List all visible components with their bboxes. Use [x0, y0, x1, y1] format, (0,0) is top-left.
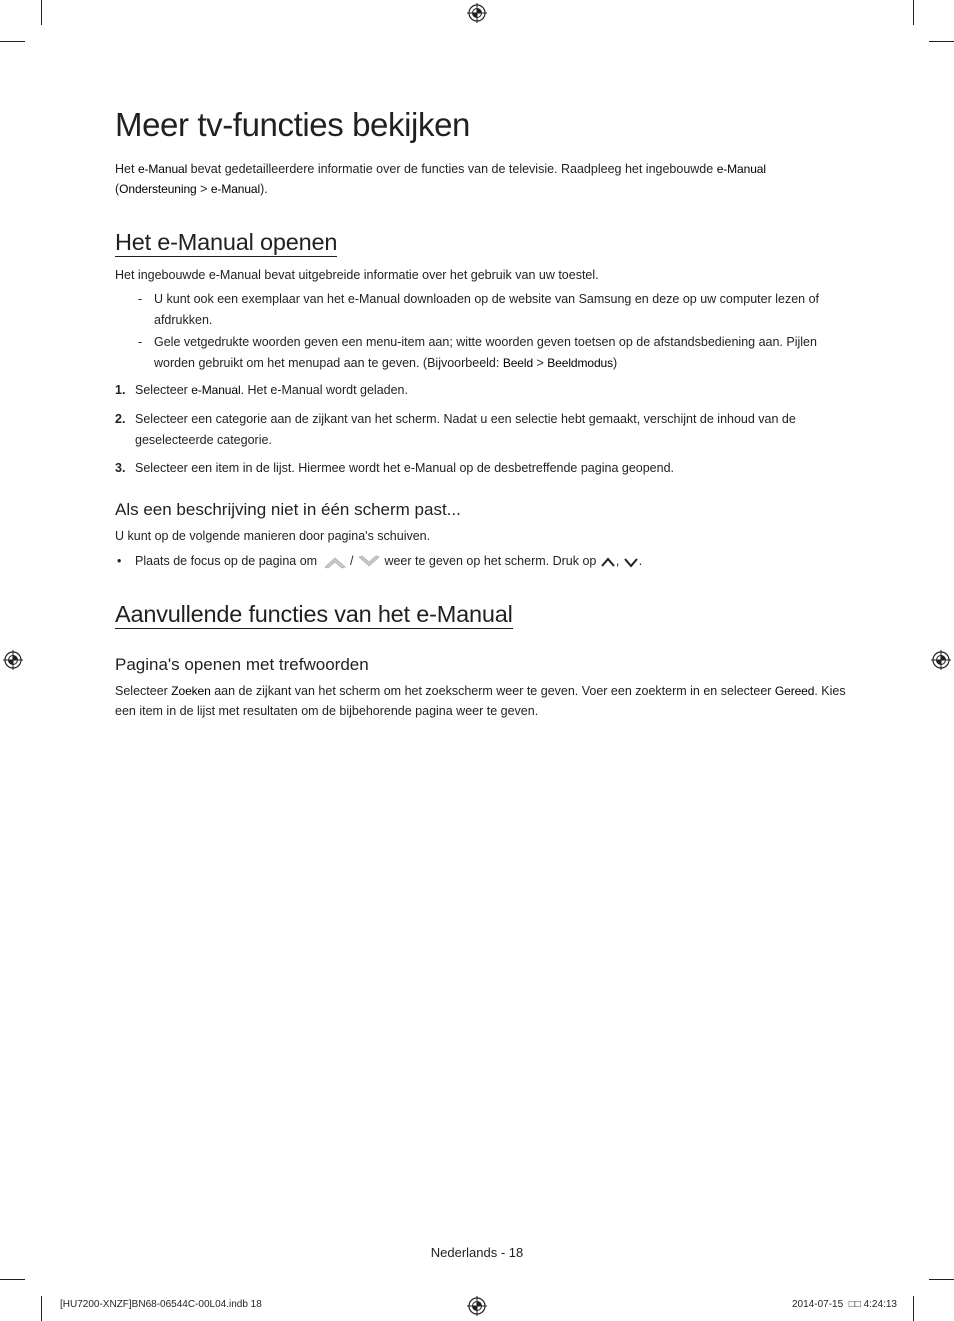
- menu-term: Beeld: [502, 355, 534, 370]
- dash-marker: -: [138, 335, 143, 349]
- crop-mark: [913, 1296, 914, 1321]
- registration-mark-icon: [467, 3, 487, 23]
- crop-mark: [41, 0, 42, 25]
- menu-term: Beeldmodus: [547, 355, 613, 370]
- registration-mark-icon: [3, 650, 23, 670]
- note-item: [115, 289, 830, 330]
- section-heading: Aanvullende functies van het e-Manual: [115, 601, 513, 627]
- chevron-up-icon: [600, 555, 616, 569]
- bullet-item: • Plaats de focus op de pagina om / weer te geven op het scherm. Druk op , .: [115, 551, 830, 571]
- subsection-heading: Pagina's openen met trefwoorden: [115, 655, 369, 674]
- step-item: 2. Selecteer een categorie aan de zijkant van het scherm. Nadat u een selectie hebt gemaakt, verschijnt de inhoud van de geselecteerde categorie.: [115, 409, 830, 450]
- print-date: 2014-07-15 □□ 4:24:13: [792, 1299, 897, 1310]
- menu-term: e-Manual: [191, 383, 241, 397]
- step-item: 3. Selecteer een item in de lijst. Hiermee wordt het e-Manual op de desbetreffende pagina geopend.: [115, 458, 830, 479]
- crop-mark: [0, 41, 25, 42]
- page-number: Nederlands - 18: [430, 1245, 524, 1260]
- menu-term: e-Manual: [716, 162, 766, 176]
- note-item: [115, 332, 830, 373]
- step-item: 1. Selecteer e-Manual. Het e-Manual wordt geladen.: [115, 380, 830, 401]
- step-number: 2.: [115, 412, 126, 426]
- note-text: U kunt ook een exemplaar van het e-Manual downloaden op de website van Samsung en deze op uw computer lezen of afdrukken.: [154, 292, 820, 327]
- scroll-up-icon: [323, 554, 347, 570]
- subsection-heading: Als een beschrijving niet in één scherm past...: [115, 500, 461, 519]
- menu-term: Gereed: [774, 684, 815, 698]
- print-slug: [HU7200-XNZF]BN68-06544C-00L04.indb 18: [60, 1299, 262, 1310]
- chevron-down-icon: [623, 555, 639, 569]
- section-heading: Het e-Manual openen: [115, 229, 338, 255]
- scroll-down-icon: [357, 554, 381, 570]
- page-title: Meer tv-functies bekijken: [115, 106, 470, 143]
- crop-mark: [929, 41, 954, 42]
- menu-term: Zoeken: [171, 684, 211, 698]
- section-paragraph: Het ingebouwde e-Manual bevat uitgebreide informatie over het gebruik van uw toestel.: [115, 268, 599, 282]
- registration-mark-icon: [931, 650, 951, 670]
- crop-mark: [0, 1279, 25, 1280]
- crop-mark: [929, 1279, 954, 1280]
- bullet-marker: •: [117, 554, 122, 568]
- crop-mark: [913, 0, 914, 25]
- menu-term: e-Manual: [210, 181, 261, 196]
- intro-paragraph: Het e-Manual bevat gedetailleerdere informatie over de functies van de televisie. Raadpleeg het ingebouwde e-Manual (Ondersteuning > e-Manual).: [115, 162, 766, 196]
- step-number: 1.: [115, 383, 126, 397]
- dash-marker: -: [138, 292, 143, 306]
- menu-term: e-Manual: [137, 162, 188, 176]
- subsection-paragraph: Selecteer Zoeken aan de zijkant van het scherm om het zoekscherm weer te geven. Voer een zoekterm in en selecteer Gereed. Kies een item in de lijst met resultaten om de bijbehorende pagina weer te geven.: [115, 684, 846, 718]
- registration-mark-icon: [467, 1296, 487, 1316]
- note-text: Gele vetgedrukte woorden geven een menu-item aan; witte woorden geven toetsen op de afstandsbediening aan. Pijlen worden gebruikt om het menupad aan te geven. (Bijvoorbeeld: Beeld > Beeldmodus): [154, 335, 817, 370]
- subsection-paragraph: U kunt op de volgende manieren door pagina's schuiven.: [115, 529, 431, 543]
- step-number: 3.: [115, 461, 126, 475]
- crop-mark: [41, 1296, 42, 1321]
- menu-term: Ondersteuning: [119, 181, 197, 196]
